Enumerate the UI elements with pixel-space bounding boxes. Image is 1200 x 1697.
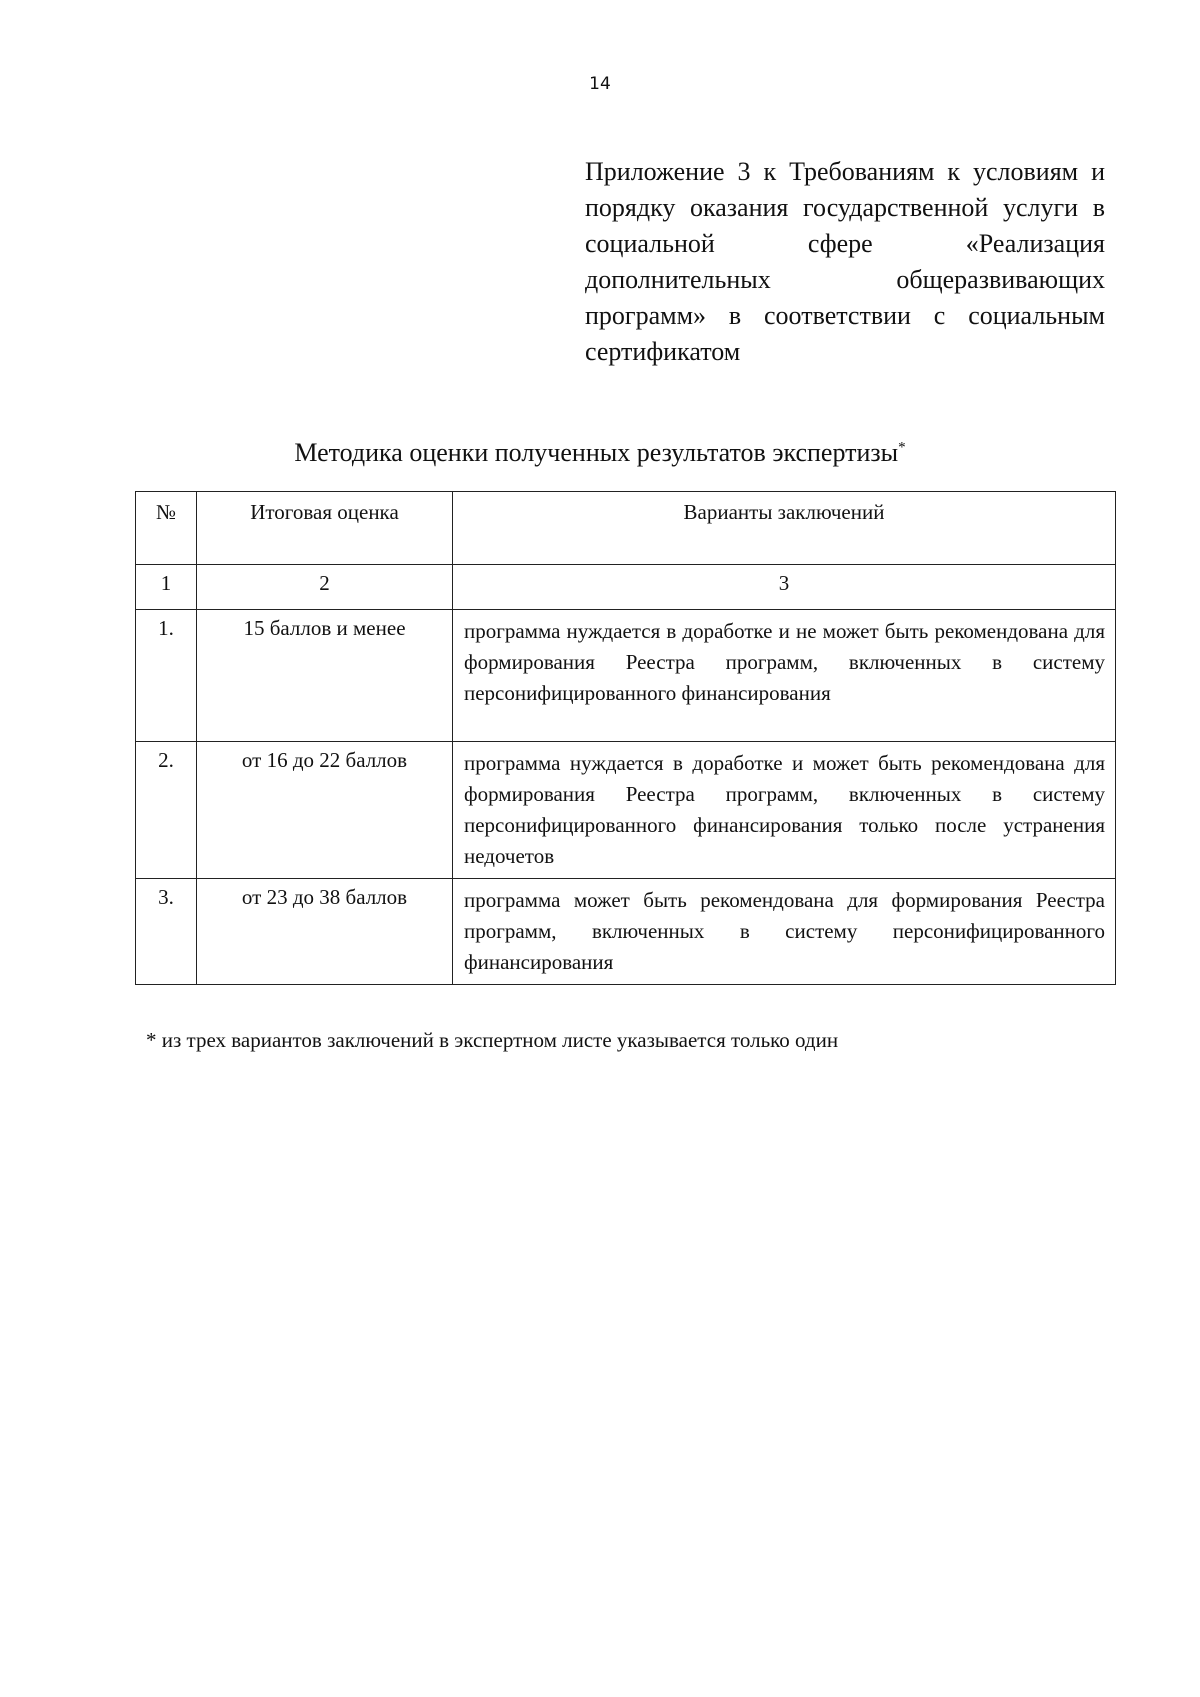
row-score: от 23 до 38 баллов	[241, 885, 408, 909]
column-number-1: 1	[160, 571, 172, 595]
column-number-cell	[197, 565, 453, 610]
row-number-cell	[136, 610, 197, 742]
page-number: 14	[589, 74, 611, 94]
row-conclusion-cell	[453, 610, 1116, 742]
row-number-cell	[136, 879, 197, 985]
table-row	[136, 610, 1116, 742]
row-number: 1.	[158, 616, 174, 640]
header-cell-score	[197, 492, 453, 565]
row-score-cell	[197, 610, 453, 742]
table-row	[136, 879, 1116, 985]
appendix-reference: Приложение 3 к Требованиям к условиям и порядку оказания государственной услуги в социальной сфере «Реализация дополнительных общеразвивающих программ» в соответствии с социальным сертификатом	[585, 157, 1105, 366]
header-number: №	[155, 500, 177, 524]
table-header-row	[136, 492, 1116, 565]
header-score: Итоговая оценка	[250, 500, 399, 524]
row-number: 2.	[158, 748, 174, 772]
row-score-cell	[197, 742, 453, 879]
row-conclusion-cell	[453, 879, 1116, 985]
column-number-cell	[136, 565, 197, 610]
header-conclusions: Варианты заключений	[683, 500, 885, 524]
footnote: * из трех вариантов заключений в экспертном листе указывается только один	[146, 1028, 839, 1052]
column-number-row	[136, 565, 1116, 610]
column-number-cell	[453, 565, 1116, 610]
row-score: 15 баллов и менее	[243, 616, 406, 640]
header-cell-number	[136, 492, 197, 565]
table-row	[136, 742, 1116, 879]
row-conclusion: программа нуждается в доработке и может быть рекомендована для формирования Реестра программ, включенных в систему персонифицированного финансирования только после устранения недочетов	[464, 751, 1105, 868]
row-number-cell	[136, 742, 197, 879]
footnote-mark: *	[898, 439, 906, 456]
row-conclusion: программа нуждается в доработке и не может быть рекомендована для формирования Реестра программ, включенных в систему персонифицированного финансирования	[464, 619, 1105, 705]
row-score-cell	[197, 879, 453, 985]
row-conclusion: программа может быть рекомендована для формирования Реестра программ, включенных в систему персонифицированного финансирования	[464, 888, 1105, 974]
document-title-text: Методика оценки полученных результатов экспертизы	[294, 438, 899, 467]
header-cell-conclusions	[453, 492, 1116, 565]
row-conclusion-cell	[453, 742, 1116, 879]
column-number-3: 3	[778, 571, 790, 595]
row-score: от 16 до 22 баллов	[241, 748, 408, 772]
row-number: 3.	[158, 885, 174, 909]
column-number-2: 2	[319, 571, 330, 595]
evaluation-table	[135, 491, 1116, 985]
document-title	[0, 438, 1200, 468]
